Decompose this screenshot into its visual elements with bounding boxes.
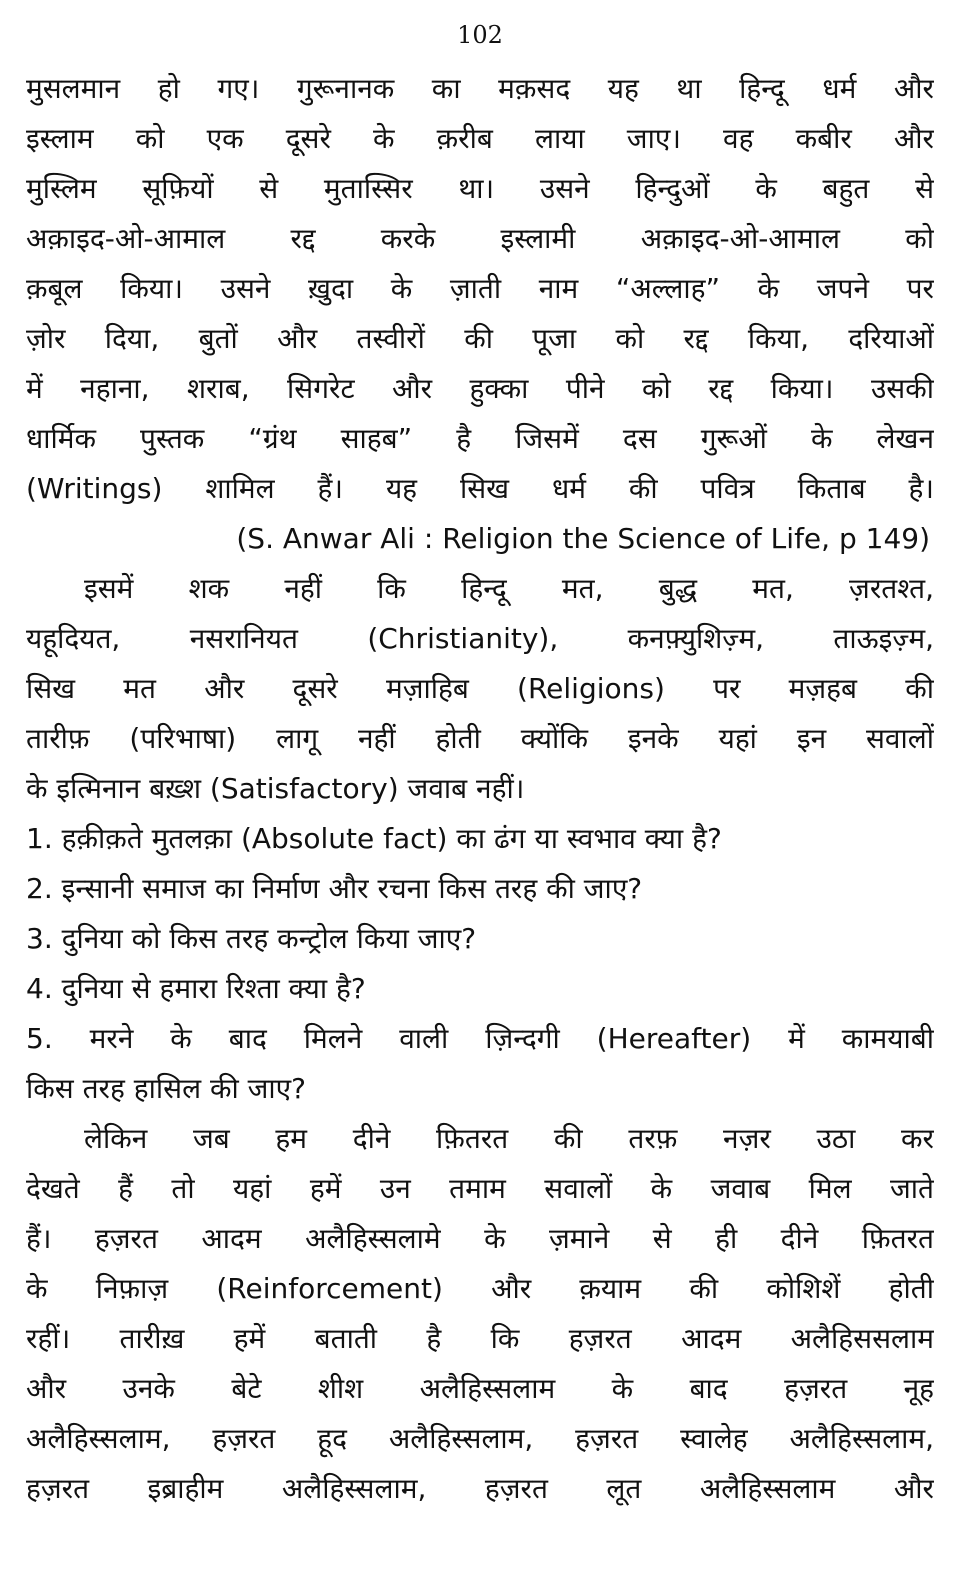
list-item: 2. इन्सानी समाज का निर्माण और रचना किस तरह की जाए? xyxy=(26,872,643,905)
text-line: किस तरह हासिल की जाए? xyxy=(26,1072,306,1105)
text-line: तारीफ़ (परिभाषा) लागू नहीं होती क्योंकि इनके यहां इन सवालों xyxy=(26,722,934,755)
list-item: 4. दुनिया से हमारा रिश्ता क्या है? xyxy=(26,972,366,1005)
text-line: इस्लाम को एक दूसरे के क़रीब लाया जाए। वह कबीर और xyxy=(26,122,934,155)
text-line: अलैहिस्सलाम, हज़रत हूद अलैहिस्सलाम, हज़रत स्वालेह अलैहिस्सलाम, xyxy=(26,1422,934,1455)
text-line: मुसलमान हो गए। गुरूनानक का मक़सद यह था हिन्दू धर्म और xyxy=(26,72,934,105)
page-body xyxy=(26,64,934,1514)
list-item: 1. हक़ीक़ते मुतलक़ा (Absolute fact) का ढंग या स्वभाव क्या है? xyxy=(26,822,722,855)
text-line: में नहाना, शराब, सिगरेट और हुक्का पीने को रद्द किया। उसकी xyxy=(26,372,934,405)
text-line: धार्मिक पुस्तक “ग्रंथ साहब” है जिसमें दस गुरूओं के लेखन xyxy=(26,422,934,455)
text-line: हैं। हज़रत आदम अलैहिस्सलामे के ज़माने से ही दीने फ़ितरत xyxy=(26,1222,934,1255)
text-line: देखते हैं तो यहां हमें उन तमाम सवालों के जवाब मिल जाते xyxy=(26,1172,934,1205)
text-line: 5. मरने के बाद मिलने वाली ज़िन्दगी (Hereafter) में कामयाबी xyxy=(26,1022,934,1055)
text-line: क़बूल किया। उसने ख़ुदा के ज़ाती नाम “अल्लाह” के जपने पर xyxy=(26,272,934,305)
page-number: 102 xyxy=(457,21,503,49)
text-line: अक़ाइद-ओ-आमाल रद्द करके इस्लामी अक़ाइद-ओ-आमाल को xyxy=(26,222,934,255)
text-line: लेकिन जब हम दीने फ़ितरत की तरफ़ नज़र उठा कर xyxy=(84,1122,934,1155)
text-line: सिख मत और दूसरे मज़ाहिब (Religions) पर मज़हब की xyxy=(26,672,934,705)
text-line: और उनके बेटे शीश अलैहिस्सलाम के बाद हज़रत नूह xyxy=(26,1372,934,1405)
text-line: के निफ़ाज़ (Reinforcement) और क़याम की कोशिशें होती xyxy=(26,1272,934,1305)
text-line: मुस्लिम सूफ़ियों से मुतास्सिर था। उसने हिन्दुओं के बहुत से xyxy=(26,172,934,205)
text-line: (Writings) शामिल हैं। यह सिख धर्म की पवित्र किताब है। xyxy=(26,472,934,505)
text-line: यहूदियत, नसरानियत (Christianity), कनफ़्युशिज़्म, ताऊइज़्म, xyxy=(26,622,934,655)
text-line: इसमें शक नहीं कि हिन्दू मत, बुद्ध मत, ज़रतश्त, xyxy=(84,572,934,605)
text-line: के इत्मिनान बख़्श (Satisfactory) जवाब नहीं। xyxy=(26,772,525,805)
text-line: हज़रत इब्राहीम अलैहिस्सलाम, हज़रत लूत अलैहिस्सलाम और xyxy=(26,1472,934,1505)
list-item: 3. दुनिया को किस तरह कन्ट्रोल किया जाए? xyxy=(26,922,477,955)
text-line: रहीं। तारीख़ हमें बताती है कि हज़रत आदम अलैहिससलाम xyxy=(26,1322,934,1355)
text-line: ज़ोर दिया, बुतों और तस्वीरों की पूजा को रद्द किया, दरियाओं xyxy=(26,322,934,355)
citation-line: (S. Anwar Ali : Religion the Science of Life, p 149) xyxy=(236,522,930,555)
